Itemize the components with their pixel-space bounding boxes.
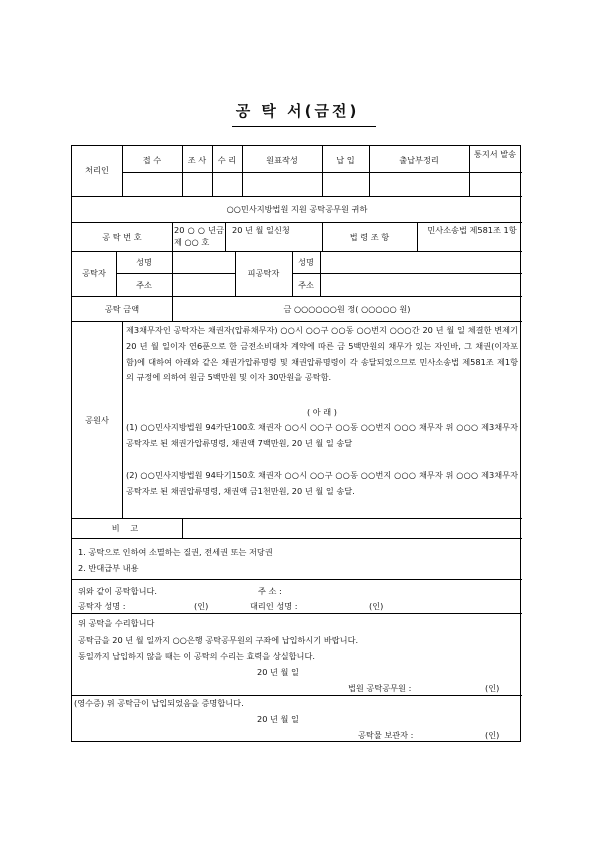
- receipt-col-payment: 납 입: [336, 155, 355, 165]
- title-underline: [232, 126, 376, 127]
- row-border: [72, 613, 522, 614]
- depositor-address-label: 주소: [136, 280, 152, 290]
- deposit-number-value: 20○○년금 제 ○○ 호: [174, 225, 224, 247]
- cell-border: [122, 321, 123, 518]
- cause-center-heading: ( 아 래 ): [306, 407, 337, 417]
- cell-border: [322, 146, 323, 196]
- cell-border: [212, 146, 213, 196]
- processor-label: 처리인: [85, 165, 109, 175]
- officer-seal: (인): [485, 683, 500, 693]
- row-border: [72, 222, 522, 223]
- row-border: [72, 518, 522, 519]
- cell-border: [182, 518, 183, 538]
- row-border: [72, 251, 522, 252]
- cell-border: [122, 172, 522, 173]
- acceptance-line-2: 공탁금을 20 년 월 일까지 ○○은행 공탁공무원의 구좌에 납입하시기 바랍니다.: [78, 635, 359, 645]
- cause-item-1: (1) ○○민사지방법원 94카단100호 채권자 ○○시 ○○구 ○○동 ○○번지 ○○○ 채무자 위 ○○○ 제3채무자 공탁자로 된 채권가압류명령, 채권액 7백만원, 20 년 월 일 송달: [126, 422, 518, 448]
- amount-value: 금 ○○○○○○원 정( ○○○○○ 원): [283, 304, 411, 314]
- row-border: [72, 196, 522, 197]
- defendant-name-label: 성명: [298, 257, 314, 267]
- receipt-col-intake: 접 수: [142, 155, 162, 165]
- cell-border: [242, 146, 243, 196]
- row-border: [72, 579, 522, 580]
- acceptance-line-3: 동일까지 납입하지 않을 때는 이 공탁의 수리는 효력을 상실합니다.: [78, 651, 315, 661]
- row-border: [72, 321, 522, 322]
- cell-border: [116, 273, 235, 274]
- custodian-seal: (인): [485, 730, 500, 740]
- row-border: [72, 695, 522, 696]
- cell-border: [292, 273, 522, 274]
- application-date: 20 년 월 일신청: [232, 225, 290, 235]
- amount-label: 공탁 금액: [104, 304, 140, 314]
- cell-border: [122, 146, 123, 196]
- law-label: 법 령 조 항: [349, 232, 390, 242]
- agent-sign-label: 대리인 성명 :: [250, 601, 298, 611]
- acceptance-line-1: 위 공탁을 수리합니다: [78, 618, 155, 628]
- receipt-col-ledger: 출납부정리: [399, 155, 439, 165]
- declaration-line: 위와 같이 공탁합니다.: [78, 586, 157, 596]
- depositor-sign-label: 공탁자 성명 :: [78, 601, 126, 611]
- row-border: [72, 296, 522, 297]
- custodian-sign-label: 공탁물 보관자 :: [358, 730, 414, 740]
- remarks-line-2: 2. 반대급부 내용: [78, 563, 139, 573]
- depositor-name-label: 성명: [136, 257, 152, 267]
- cell-border: [369, 146, 370, 196]
- deposit-form: [71, 145, 521, 742]
- deposit-number-label: 공 탁 번 호: [102, 232, 142, 242]
- officer-sign-label: 법원 공탁공무원 :: [348, 683, 412, 693]
- document-title: 공 탁 서(금전): [235, 102, 360, 120]
- cell-border: [225, 222, 226, 251]
- cause-item-2: (2) ○○민사지방법원 94타기150호 채권자 ○○시 ○○구 ○○동 ○○번지 ○○○ 채무자 위 ○○○ 제3채무자 공탁자로 된 채권압류명령, 채권액 금1천만원, 20 년 월 일 송달.: [126, 470, 518, 496]
- cause-label: 공원사: [85, 415, 109, 425]
- defendant-label: 피공탁자: [247, 268, 280, 278]
- receipt-col-record: 원표작성: [266, 155, 298, 165]
- row-border: [72, 538, 522, 539]
- remarks-label: 비 고: [111, 523, 143, 533]
- court-line: ○○민사지방법원 지원 공탁공무원 귀하: [226, 204, 368, 214]
- agent-seal: (인): [369, 601, 384, 611]
- cell-border: [182, 146, 183, 196]
- receipt-cert-date: 20 년 월 일: [257, 714, 299, 724]
- cell-border: [172, 222, 173, 251]
- remarks-line-1: 1. 공탁으로 인하여 소멸하는 질권, 전세권 또는 저당권: [78, 547, 273, 557]
- depositor-label: 공탁자: [82, 268, 106, 278]
- cause-paragraph: 제3채무자인 공탁자는 채권자(압류채무자) ○○시 ○○구 ○○동 ○○번지 ○○○간 20 년 월 일 체결한 변제기 20 년 월 일이자 연6푼으로 한 금전소비대차 계약에 따른 금 5백만원의 채무가 있는 자인바, 그 채권(이자포함)에 대하여 아래와 같은 채권가압류명령 및 채권압류명령이 각 송달되었으므로 민사소송법 제581조 제1항의 규정에 의하여 원금 5백만원 및 이자 30만원을 공탁함.: [126, 325, 518, 383]
- receipt-col-review: 조 사: [187, 155, 207, 165]
- declaration-address-label: 주 소 :: [258, 586, 282, 596]
- cell-border: [469, 146, 470, 196]
- receipt-cert-line: (영수증) 위 공탁금이 납입되었음을 증명합니다.: [74, 698, 244, 708]
- receipt-col-accept: 수 리: [217, 155, 237, 165]
- defendant-address-label: 주소: [298, 280, 314, 290]
- acceptance-date: 20 년 월 일: [257, 667, 299, 677]
- law-value: 민사소송법 제581조 1항: [427, 225, 517, 235]
- depositor-seal: (인): [194, 601, 209, 611]
- receipt-col-notice: 통지서 발송: [473, 149, 517, 159]
- cell-border: [417, 222, 418, 251]
